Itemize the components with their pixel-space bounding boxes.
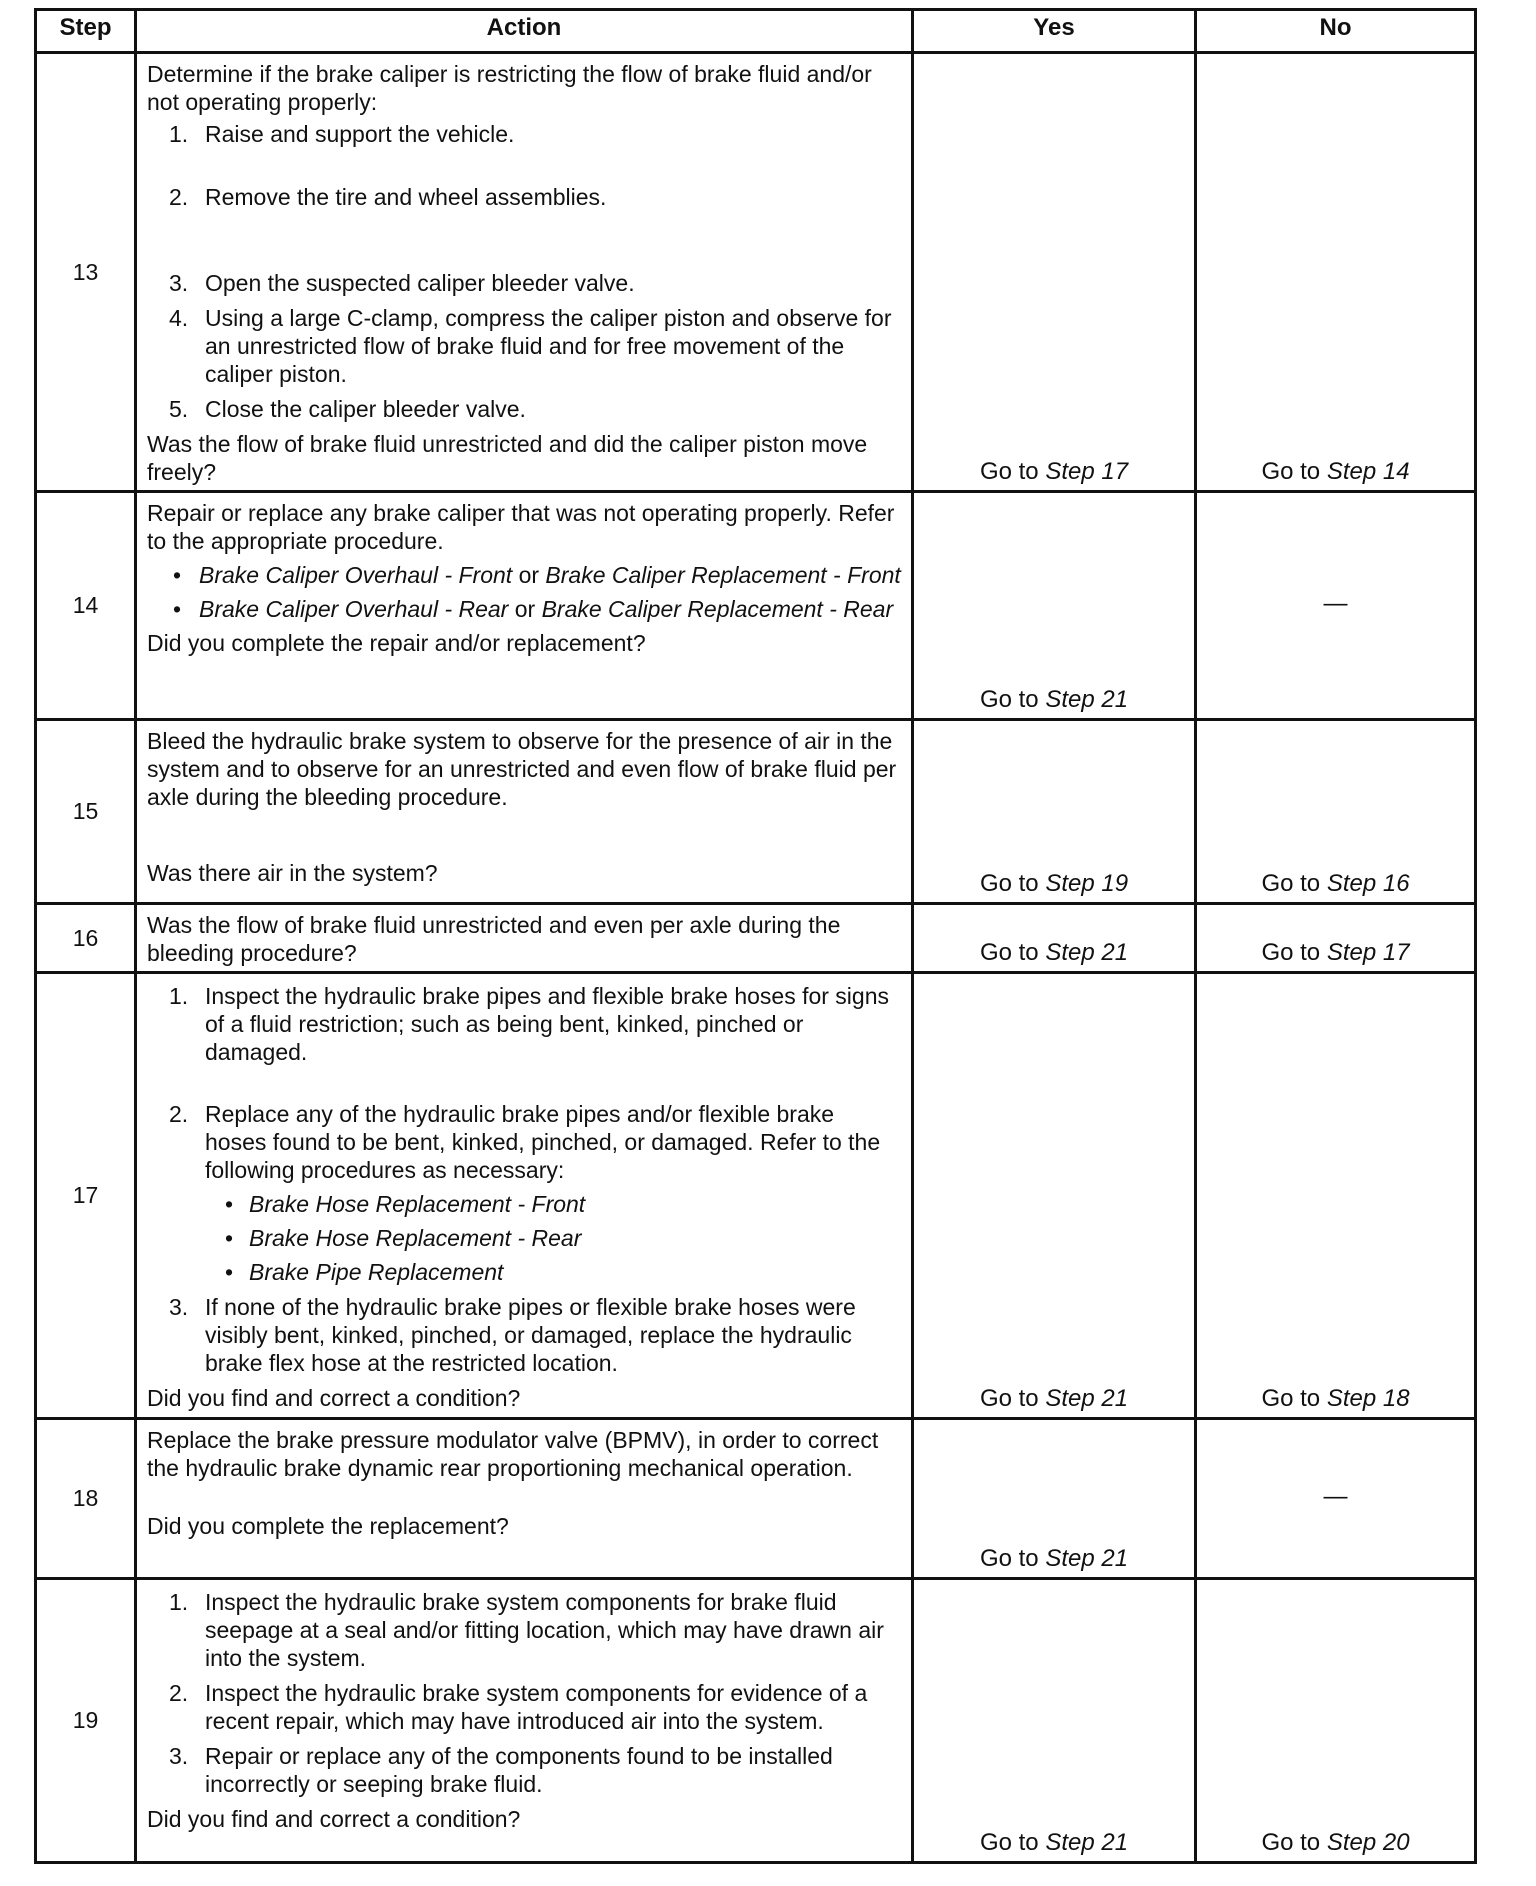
- step-reference: Step 14: [1326, 458, 1410, 485]
- action-question: Was the flow of brake fluid unrestricted and did the caliper piston move freely?: [147, 431, 868, 485]
- list-item: • Brake Caliper Overhaul - Rear or Brake Caliper Replacement - Rear: [147, 595, 901, 623]
- table-row: [36, 53, 1476, 492]
- diagnostic-table: [34, 8, 1477, 1864]
- yes-cell: Go to Step 21: [913, 1419, 1196, 1579]
- action-question: Did you find and correct a condition?: [147, 1806, 521, 1832]
- action-question: Did you find and correct a condition?: [147, 1385, 521, 1411]
- list-item: 3. Open the suspected caliper bleeder valve.: [169, 270, 635, 296]
- step-reference: Step 17: [1045, 458, 1129, 485]
- yes-cell: Go to Step 17: [913, 53, 1196, 492]
- list-item: 1. Inspect the hydraulic brake pipes and flexible brake hoses for signs of a fluid restriction; such as being bent, kinked, pinched or damaged.: [169, 983, 890, 1065]
- yes-cell: Go to Step 21: [913, 492, 1196, 720]
- list-item: 5. Close the caliper bleeder valve.: [169, 396, 526, 422]
- list-item: 4. Using a large C-clamp, compress the caliper piston and observe for an unrestricted flow of brake fluid and for free movement of the caliper piston.: [169, 305, 892, 387]
- table-row: [36, 904, 1476, 973]
- no-cell: Go to Step 14: [1196, 53, 1476, 492]
- action-intro: Repair or replace any brake caliper that was not operating properly. Refer to the appropriate procedure.: [147, 500, 895, 554]
- header-step: Step: [36, 10, 136, 53]
- step-number: 19: [36, 1579, 136, 1863]
- no-cell: Go to Step 16: [1196, 720, 1476, 904]
- step-reference: Step 17: [1326, 939, 1410, 966]
- procedure-list: [147, 561, 901, 623]
- table-row: [36, 1579, 1476, 1863]
- action-cell: [136, 1419, 913, 1579]
- list-item: • Brake Caliper Overhaul - Front or Brake Caliper Replacement - Front: [147, 561, 901, 589]
- step-reference: Step 16: [1326, 870, 1410, 897]
- no-cell: —: [1196, 492, 1476, 720]
- table-row: [36, 492, 1476, 720]
- step-reference: Step 18: [1326, 1385, 1410, 1412]
- step-reference: Step 21: [1045, 1385, 1129, 1412]
- step-number: 18: [36, 1419, 136, 1579]
- list-item: 1. Raise and support the vehicle.: [169, 121, 515, 147]
- action-cell: [136, 904, 913, 973]
- list-item: 2. Inspect the hydraulic brake system components for evidence of a recent repair, which may have introduced air into the system.: [169, 1680, 868, 1734]
- action-intro: Determine if the brake caliper is restricting the flow of brake fluid and/or not operating properly:: [147, 61, 872, 115]
- action-cell: [136, 720, 913, 904]
- step-number: 17: [36, 973, 136, 1419]
- list-item: 3. If none of the hydraulic brake pipes or flexible brake hoses were visibly bent, kinked, pinched, or damaged, replace the hydraulic brake flex hose at the restricted location.: [169, 1294, 856, 1376]
- step-reference: Step 21: [1045, 1545, 1129, 1572]
- diagnostic-table-page: [34, 8, 1474, 1864]
- list-item: • Brake Pipe Replacement: [205, 1258, 901, 1286]
- step-number: 14: [36, 492, 136, 720]
- header-yes: Yes: [913, 10, 1196, 53]
- step-reference: Step 19: [1045, 870, 1129, 897]
- action-steps: [147, 1588, 901, 1798]
- table-row: [36, 973, 1476, 1419]
- no-cell: Go to Step 18: [1196, 973, 1476, 1419]
- step-reference: Step 20: [1326, 1829, 1410, 1856]
- list-item: 3. Repair or replace any of the components found to be installed incorrectly or seeping brake fluid.: [169, 1743, 833, 1797]
- list-item: 2. Replace any of the hydraulic brake pipes and/or flexible brake hoses found to be bent, kinked, pinched, or damaged. Refer to the following procedures as necessary: • Brake Hose Replacement - Front • Brake Hose Replacement - Rear • Brake Pipe Replacement: [147, 1100, 901, 1286]
- yes-cell: Go to Step 21: [913, 1579, 1196, 1863]
- action-intro: Replace the brake pressure modulator valve (BPMV), in order to correct the hydraulic brake dynamic rear proportioning mechanical operation.: [147, 1427, 879, 1481]
- no-cell: Go to Step 20: [1196, 1579, 1476, 1863]
- action-steps: [147, 120, 901, 423]
- action-intro: Bleed the hydraulic brake system to observe for the presence of air in the system and to observe for an unrestricted and even flow of brake fluid per axle during the bleeding procedure.: [147, 728, 897, 810]
- step-reference: Step 21: [1045, 939, 1129, 966]
- list-item: • Brake Hose Replacement - Rear: [205, 1224, 901, 1252]
- action-cell: [136, 53, 913, 492]
- action-cell: [136, 1579, 913, 1863]
- table-row: [36, 720, 1476, 904]
- action-cell: [136, 973, 913, 1419]
- yes-cell: Go to Step 21: [913, 973, 1196, 1419]
- step-number: 15: [36, 720, 136, 904]
- header-row: [36, 10, 1476, 53]
- list-item: 2. Remove the tire and wheel assemblies.: [169, 184, 607, 210]
- step-number: 16: [36, 904, 136, 973]
- list-item: • Brake Hose Replacement - Front: [205, 1190, 901, 1218]
- action-steps: [147, 982, 901, 1377]
- header-no: No: [1196, 10, 1476, 53]
- action-question: Was the flow of brake fluid unrestricted and even per axle during the bleeding procedure?: [147, 912, 841, 966]
- table-row: [36, 1419, 1476, 1579]
- no-cell: Go to Step 17: [1196, 904, 1476, 973]
- header-action: Action: [136, 10, 913, 53]
- list-item: 1. Inspect the hydraulic brake system components for brake fluid seepage at a seal and/or fitting location, which may have drawn air into the system.: [169, 1589, 884, 1671]
- action-question: Did you complete the replacement?: [147, 1513, 509, 1539]
- procedure-list: [205, 1190, 901, 1286]
- yes-cell: Go to Step 21: [913, 904, 1196, 973]
- step-reference: Step 21: [1045, 686, 1129, 713]
- action-cell: [136, 492, 913, 720]
- action-question: Was there air in the system?: [147, 860, 438, 886]
- step-number: 13: [36, 53, 136, 492]
- step-reference: Step 21: [1045, 1829, 1129, 1856]
- no-cell: —: [1196, 1419, 1476, 1579]
- action-question: Did you complete the repair and/or replacement?: [147, 630, 646, 656]
- yes-cell: Go to Step 19: [913, 720, 1196, 904]
